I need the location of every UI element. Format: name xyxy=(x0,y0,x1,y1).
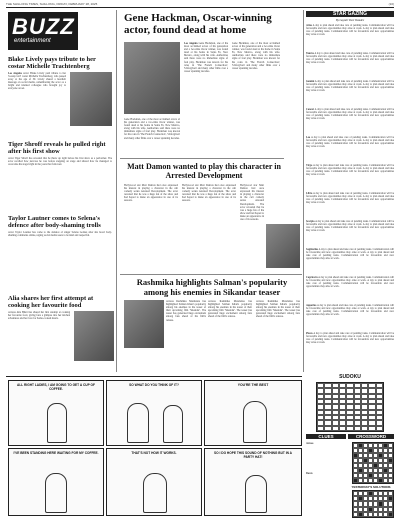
tiger-headline: Tiger Shroff reveals he pulled right after his first show xyxy=(8,141,106,155)
sudoku-grid-cell xyxy=(354,426,361,431)
sign-cancer-text: A day to plan ahead and take care of pending tasks. Communication will be favourable and new opportunities may arise at work. xyxy=(306,108,394,115)
comic-panel-2 xyxy=(106,380,202,446)
comic-panel-3-text: YOU'RE THE BEST xyxy=(237,383,269,387)
comic-panel-1-text: ALL RIGHT LADIES, I AM GOING TO GET A CUP OF COFFEE. xyxy=(17,383,95,391)
gene-body-1 xyxy=(184,42,228,154)
masthead-page: (10) xyxy=(388,2,394,6)
crossword-grid xyxy=(352,442,394,484)
sign-scorpio-text: A day to plan ahead and take care of pending tasks. Communication will be favourable and new opportunities may arise at work. xyxy=(306,220,394,227)
sign-capricorn-text: A day to plan ahead and take care of pending tasks. Communication will be favourable and new opportunities may arise at work. xyxy=(306,276,394,283)
stargazing-title: STAR GAZING xyxy=(306,11,394,17)
comic-figure-3 xyxy=(163,405,183,443)
blake-text: Actor Blake Lively paid tribute to her 'Gossip Girl' costar Michelle Trachtenberg, who passed away at the age of 39. Lively shared a heartfelt message on social media, remembering the actor as a bright and talented colleague who brought joy to everyone on set. xyxy=(8,72,66,91)
sign-sagittarius-label: Sagittarius xyxy=(306,248,319,251)
sign-cancer xyxy=(306,108,394,134)
buzz-logo-word: BUZZ xyxy=(12,14,75,39)
sign-taurus-text-2: A day to plan ahead and take care of pending tasks. Communication will be favourable and new opportunities may arise at work. xyxy=(306,55,394,65)
comic-panel-1 xyxy=(8,380,104,446)
sign-virgo xyxy=(306,164,394,190)
sign-leo-text: A day to plan ahead and take care of pending tasks. Communication will be favourable and new opportunities may arise at work. xyxy=(306,136,394,143)
stargazing-byline: By Gayatri Devi Vasudev xyxy=(335,19,365,22)
clues-across xyxy=(306,442,346,470)
gene-body-3: Gene Hackman, one of the most acclaimed actors of his generation and a two-time Oscar winner, was found dead at his home in Santa Fe, New Mexico, along with his wife. Authorities said there were no immediate signs of foul play. Hackman was known for his roles in 'The French Connection', 'Unforgiven' and many other films over a career spanning decades. xyxy=(124,118,180,140)
sudoku-grid-cell xyxy=(324,426,331,431)
sign-virgo-label: Virgo xyxy=(306,164,313,167)
sign-leo-label: Leo xyxy=(306,136,311,139)
comic-panel-6 xyxy=(204,448,302,516)
rashmika-body-1: Actress Rashmika Mandanna has highlighted Salman Khan's popularity among his enemies in the teaser of their upcoming film 'Sikandar'. The teaser has generated huge excitement among fans ahead of the film's release. xyxy=(166,300,206,322)
gene-rule xyxy=(120,158,284,159)
comic-figure-4 xyxy=(243,401,267,443)
gene-text: Gene Hackman, one of the most acclaimed actors of his generation and a two-time Oscar winner, was found dead at his home in Santa Fe, New Mexico, along with his wife. Authorities said there were no immediate signs of foul play. Hackman was known for his roles in 'The French Connection', 'Unforgiven' and many other films over a career spanning decades. xyxy=(184,42,228,73)
sign-sagittarius xyxy=(306,248,394,274)
comic-figure-7 xyxy=(245,475,267,513)
sign-gemini-text: A day to plan ahead and take care of pending tasks. Communication will be favourable and new opportunities may arise at work. xyxy=(306,80,394,87)
gene-byline: Los Angeles xyxy=(184,42,198,45)
sign-capricorn xyxy=(306,276,394,302)
rashmika-body-3: Actress Rashmika Mandanna has highlighted Salman Khan's popularity among his enemies in the teaser of their upcoming film 'Sikandar'. The teaser has generated huge excitement among fans ahead of the film's release. xyxy=(256,300,300,319)
comic-panel-4-text: I'VE BEEN STANDING HERE WAITING FOR MY COFFEE. xyxy=(13,451,99,455)
sudoku-grid-cell xyxy=(346,426,353,431)
alia-body: Actress Alia Bhatt has shared her first attempt at cooking her favourite food, giving fans a glimpse into her kitchen adventures and her love for home-cooked meals. xyxy=(8,311,70,321)
gene-body-2: Gene Hackman, one of the most acclaimed actors of his generation and a two-time Oscar winner, was found dead at his home in Santa Fe, New Mexico, along with his wife. Authorities said there were no immediate signs of foul play. Hackman was known for his roles in 'The French Connection', 'Unforgiven' and many other films over a career spanning decades. xyxy=(232,42,280,70)
comic-figure-6 xyxy=(143,473,167,513)
sign-aquarius-label: Aquarius xyxy=(306,304,317,307)
comic-panel-6-text: SO I DO HOPE THIS SOUND OF NOTHING BUT IN A PARTY HAT! xyxy=(214,451,292,459)
comic-figure-1 xyxy=(47,403,67,443)
sign-libra-label: Libra xyxy=(306,192,313,195)
sign-taurus xyxy=(306,52,394,78)
sign-capricorn-label: Capricorn xyxy=(306,276,318,279)
sign-aries-text: A day to plan ahead and take care of pending tasks. Communication will be favourable and new opportunities may arise at work. xyxy=(306,24,394,31)
blake-headline: Blake Lively pays tribute to her costar Michelle Trachtenberg xyxy=(8,56,96,70)
gene-headline: Gene Hackman, Oscar-winning actor, found dead at home xyxy=(124,12,272,36)
sudoku-grid-cell xyxy=(361,426,368,431)
sign-aries-text-2: A day to plan ahead and take care of pending tasks. Communication will be favourable and new opportunities may arise at work. xyxy=(306,27,394,37)
rashmika-headline: Rashmika highlights Salman's popularity among his enemies in Sikandar teaser xyxy=(136,277,288,297)
sign-aries-label: Aries xyxy=(306,24,312,27)
stargazing-list xyxy=(306,24,394,370)
comic-figure-5 xyxy=(45,473,67,513)
sign-aquarius-text: A day to plan ahead and take care of pending tasks. Communication will be favourable and new opportunities may arise at work. xyxy=(306,304,394,311)
sign-sagittarius-text: A day to plan ahead and take care of pending tasks. Communication will be favourable and new opportunities may arise at work. xyxy=(306,248,394,255)
comic-panel-5 xyxy=(106,448,202,516)
sign-cancer-text-2: A day to plan ahead and take care of pending tasks. Communication will be favourable and new opportunities may arise at work. xyxy=(306,111,394,121)
sudoku-grid-cell xyxy=(317,426,324,431)
sudoku-grid-cell xyxy=(332,426,339,431)
sign-pisces-label: Pisces xyxy=(306,332,313,335)
clues-down xyxy=(306,472,346,512)
comic-panel-4 xyxy=(8,448,104,516)
buzz-logo-sub: entertainment xyxy=(14,38,51,44)
comic-top-rule xyxy=(6,376,302,377)
matt-headline: Matt Damon wanted to play this character in Arrested Development xyxy=(127,162,281,180)
sign-pisces xyxy=(306,332,394,358)
masthead-left: THE SHILLONG TIMES, SHILLONG, FRIDAY, FEBRUARY 28, 2025 xyxy=(6,2,98,6)
crossword-grid-cell xyxy=(388,478,393,483)
sign-leo-text-2: A day to plan ahead and take care of pending tasks. Communication will be favourable and new opportunities may arise at work. xyxy=(306,139,394,149)
comic-panel-3 xyxy=(204,380,302,446)
yesterday-title: YESTERDAY'S SOLUTIONS xyxy=(351,485,391,489)
sign-leo xyxy=(306,136,394,162)
rashmika-photo xyxy=(124,300,164,348)
sign-aries xyxy=(306,24,394,50)
clues-down-label: Down xyxy=(306,472,313,475)
sign-gemini xyxy=(306,80,394,106)
rashmika-body-2: Actress Rashmika Mandanna has highlighted Salman Khan's popularity among his enemies in the teaser of their upcoming film 'Sikandar'. The teaser has generated huge excitement among fans ahead of the film's release. xyxy=(208,300,252,319)
gene-photo xyxy=(124,42,180,114)
matt-body-1: Hollywood star Matt Damon had once expressed his interest in playing a character in the cult comedy series Arrested Development. The actor revealed that he was a huge fan of the show and had hoped to make an appearance in one of its seasons. xyxy=(124,184,178,203)
sudoku-grid xyxy=(316,382,384,432)
sign-scorpio xyxy=(306,220,394,246)
sudoku-grid-cell xyxy=(376,426,383,431)
comic-panel-2-text: SO WHAT DO YOU THINK OF IT? xyxy=(129,383,179,387)
sign-capricorn-text-2: A day to plan ahead and take care of pending tasks. Communication will be favourable and new opportunities may arise at work. xyxy=(306,279,394,289)
yesterday-grid-cell xyxy=(388,512,393,517)
tiger-body: Actor Tiger Shroff has revealed that he threw up right before his first show as a performer. The actor recalled how nervous he was before stepping on stage and shared how he managed to overcome his stage fright in the years that followed. xyxy=(8,157,112,167)
taylor-body: Actor Taylor Lautner has come to the defence of singer Selena Gomez after she faced body-shaming comments online, urging social media users to be kind and respectful. xyxy=(8,231,112,238)
alia-photo xyxy=(74,311,114,361)
left-column-rule xyxy=(116,10,117,372)
crossword-title: CROSSWORD xyxy=(348,434,394,439)
sign-pisces-text-2: A day to plan ahead and take care of pending tasks. Communication will be favourable and new opportunities may arise at work. xyxy=(306,335,394,345)
sign-scorpio-text-2: A day to plan ahead and take care of pending tasks. Communication will be favourable and new opportunities may arise at work. xyxy=(306,223,394,233)
sign-aquarius xyxy=(306,304,394,330)
yesterday-grid xyxy=(352,490,394,518)
clues-across-label: Across xyxy=(306,442,314,445)
sign-libra-text: A day to plan ahead and take care of pending tasks. Communication will be favourable and new opportunities may arise at work. xyxy=(306,192,394,199)
sign-libra xyxy=(306,192,394,218)
sign-virgo-text-2: A day to plan ahead and take care of pending tasks. Communication will be favourable and new opportunities may arise at work. xyxy=(306,167,394,177)
sign-taurus-text: A day to plan ahead and take care of pending tasks. Communication will be favourable and new opportunities may arise at work. xyxy=(306,52,394,59)
comic-panel-5-text: THAT'S NOT HOW IT WORKS. xyxy=(131,451,177,455)
blake-byline: Los Angeles xyxy=(8,72,22,75)
blake-body xyxy=(8,72,66,134)
sign-aquarius-text-2: A day to plan ahead and take care of pending tasks. Communication will be favourable and new opportunities may arise at work. xyxy=(306,307,394,317)
sign-virgo-text: A day to plan ahead and take care of pending tasks. Communication will be favourable and new opportunities may arise at work. xyxy=(306,164,394,171)
taylor-headline: Taylor Lautner comes to Selena's defence after body-shaming trolls xyxy=(8,215,101,229)
buzz-logo xyxy=(8,12,78,50)
matt-body-2: Hollywood star Matt Damon had once expressed his interest in playing a character in the cult comedy series Arrested Development. The actor revealed that he was a huge fan of the show and had hoped to make an appearance in one of its seasons. xyxy=(182,184,236,203)
sign-pisces-text: A day to plan ahead and take care of pending tasks. Communication will be favourable and new opportunities may arise at work. xyxy=(306,332,394,339)
alia-headline: Alia shares her first attempt at cooking her favourite food xyxy=(8,295,94,309)
matt-photo xyxy=(266,224,300,268)
matt-body-3: Hollywood star Matt Damon had once expressed his interest in playing a character in the cult comedy series Arrested Development. The actor revealed that he was a huge fan of the show and had hoped to make an appearance in one of its seasons. xyxy=(240,184,264,222)
clues-title: CLUES xyxy=(306,434,346,439)
sudoku-title: SUDOKU xyxy=(339,374,361,380)
sudoku-grid-cell xyxy=(339,426,346,431)
masthead-rule xyxy=(6,7,394,8)
sign-gemini-label: Gemini xyxy=(306,80,315,83)
comic-figure-2 xyxy=(127,403,149,443)
sign-cancer-label: Cancer xyxy=(306,108,315,111)
sign-gemini-text-2: A day to plan ahead and take care of pending tasks. Communication will be favourable and new opportunities may arise at work. xyxy=(306,83,394,93)
blake-photo xyxy=(70,72,112,126)
sign-taurus-label: Taurus xyxy=(306,52,314,55)
mid-right-rule xyxy=(303,10,304,372)
sign-sagittarius-text-2: A day to plan ahead and take care of pending tasks. Communication will be favourable and new opportunities may arise at work. xyxy=(306,251,394,261)
matt-rule xyxy=(120,274,302,275)
sudoku-grid-cell xyxy=(368,426,375,431)
sign-scorpio-label: Scorpio xyxy=(306,220,315,223)
sign-libra-text-2: A day to plan ahead and take care of pending tasks. Communication will be favourable and new opportunities may arise at work. xyxy=(306,195,394,205)
